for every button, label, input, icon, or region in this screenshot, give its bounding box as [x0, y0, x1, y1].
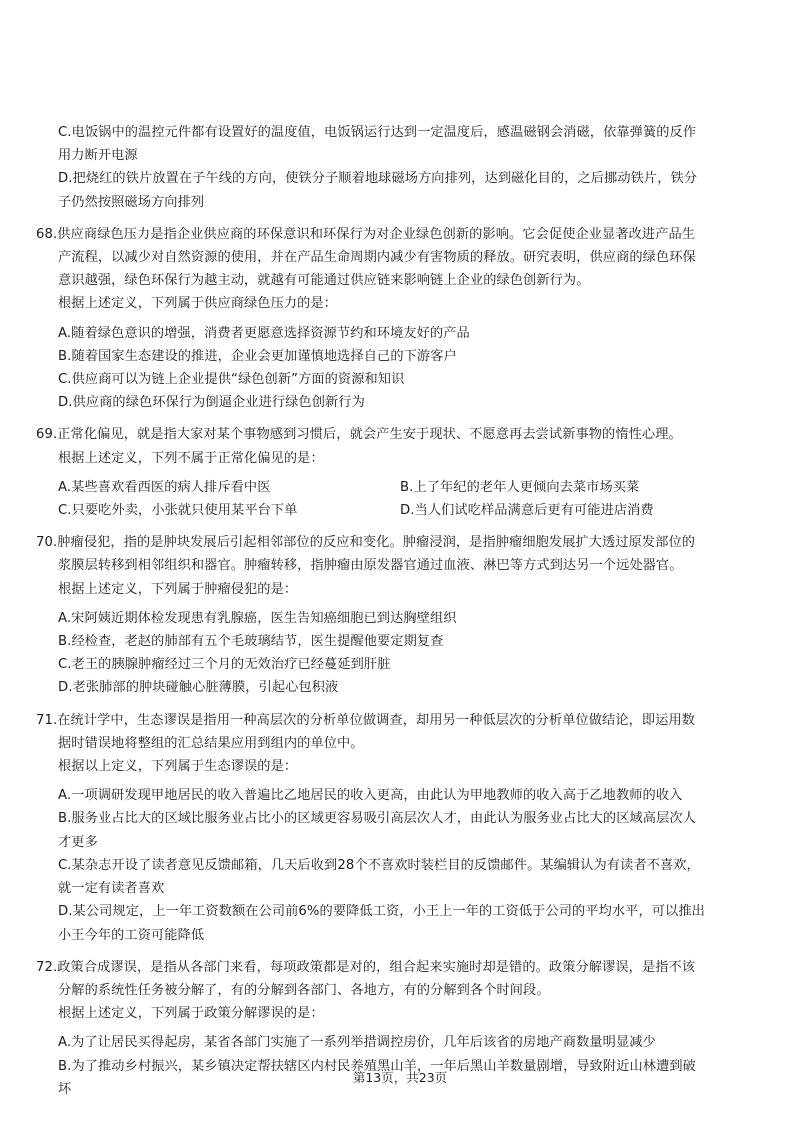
stem-line: 浆膜层转移到相邻组织和器官。肿瘤转移，指肿瘤由原发器官通过血液、淋巴等方式到达另一个远处器官。 [58, 558, 683, 574]
question-stem [36, 223, 756, 316]
option-a: A.宋阿姨近期体检发现患有乳腺癌，医生告知癌细胞已到达胸壁组织 [58, 610, 457, 626]
stem-line: 71.在统计学中，生态谬误是指用一种高层次的分析单位做调查，却用另一种低层次的分析单位做结论，即运用数 [36, 712, 696, 728]
page-content [36, 121, 756, 1101]
question-71 [36, 709, 756, 947]
option-b: B.经检查，老赵的肺部有五个毛玻璃结节，医生提醒他要定期复查 [58, 634, 444, 650]
option-line: 用力断开电源 [58, 148, 138, 164]
option-d-cont: 小王今年的工资可能降低 [58, 927, 205, 943]
option-a: A.为了让居民买得起房，某省各部门实施了一系列举措调控房价，几年后该省的房地产商数量明显减少 [58, 1035, 656, 1051]
stem-line: 根据上述定义，下列不属于正常化偏见的是： [58, 450, 324, 466]
page-number: 第13页，共23页 [352, 1070, 448, 1085]
stem-line: 70.肿瘤侵犯，指的是肿块发展后引起相邻部位的反应和变化。肿瘤浸润，是指肿瘤细胞发展扩大透过原发部位的 [36, 535, 696, 551]
option-d: D.某公司规定，上一年工资数额在公司前6%的要降低工资，小王上一年的工资低于公司的平均水平，可以推出 [58, 904, 705, 920]
stem-line: 根据以上定义，下列属于生态谬误的是： [58, 759, 298, 775]
option-line: 子仍然按照磁场方向排列 [58, 194, 205, 210]
stem-line: 根据上述定义，下列属于肿瘤侵犯的是： [58, 581, 298, 597]
option-c-cont: 就一定有读者喜欢 [58, 881, 165, 897]
option-c: C.老王的胰腺肿瘤经过三个月的无效治疗已经蔓延到肝脏 [58, 657, 391, 673]
option-a: A.一项调研发现甲地居民的收入普遍比乙地居民的收入更高，由此认为甲地教师的收入高于乙地教师的收入 [58, 788, 683, 804]
stem-line: 69.正常化偏见，就是指大家对某个事物感到习惯后，就会产生安于现状、不愿意再去尝试新事物的惰性心理。 [36, 427, 682, 443]
stem-line: 72.政策合成谬误，是指从各部门来看，每项政策都是对的，组合起来实施时却是错的。政策分解谬误，是指不该 [36, 959, 696, 975]
option-b: B.服务业占比大的区域比服务业占比小的区域更容易吸引高层次人才，由此认为服务业占比大的区域高层次人 [58, 811, 696, 827]
option-line: C.电饭锅中的温控元件都有设置好的温度值，电饭锅运行达到一定温度后，感温磁钢会消磁，依靠弹簧的反作 [58, 125, 697, 140]
continuation-options [36, 121, 756, 214]
question-68 [36, 223, 756, 415]
stem-line: 分解的系统性任务被分解了，有的分解到各部门、各地方，有的分解到各个时间段。 [58, 982, 550, 998]
option-a: A.随着绿色意识的增强，消费者更愿意选择资源节约和环境友好的产品 [58, 325, 470, 341]
question-stem [36, 531, 756, 601]
option-d: D.当人们试吃样品满意后更有可能进店消费 [400, 503, 654, 519]
stem-line: 根据上述定义，下列属于供应商绿色压力的是： [58, 296, 338, 312]
question-stem [36, 709, 756, 779]
question-70 [36, 531, 756, 699]
option-d: D.老张肺部的肿块碰触心脏薄膜，引起心包积液 [58, 680, 339, 696]
option-c: C.只要吃外卖，小张就只使用某平台下单 [58, 503, 298, 519]
question-69 [36, 423, 756, 522]
question-stem [36, 956, 756, 1026]
stem-line: 意识越强，绿色环保行为越主动，就越有可能通过供应链来影响链上企业的绿色创新行为。 [58, 273, 590, 289]
option-a: A.某些喜欢看西医的病人排斥看中医 [58, 479, 271, 495]
option-c: C.供应商可以为链上企业提供“绿色创新”方面的资源和知识 [58, 372, 405, 388]
option-d: D.供应商的绿色环保行为倒逼企业进行绿色创新行为 [58, 395, 365, 411]
option-b: B.随着国家生态建设的推进，企业会更加谨慎地选择自己的下游客户 [58, 348, 457, 364]
question-stem [36, 423, 756, 469]
option-b-cont: 才更多 [58, 834, 98, 850]
option-b: B.上了年纪的老年人更倾向去菜市场买菜 [400, 479, 640, 495]
option-line: D.把烧红的铁片放置在子午线的方向，使铁分子顺着地球磁场方向排列，达到磁化目的，之后挪动铁片，铁分 [58, 171, 698, 187]
option-b: B.为了推动乡村振兴，某乡镇决定帮扶辖区内村民养殖黑山羊，一年后黑山羊数量剧增，导致附近山林遭到破 [58, 1058, 696, 1074]
options-grid [36, 476, 756, 522]
stem-line: 根据上述定义，下列属于政策分解谬误的是： [58, 1006, 324, 1022]
stem-line: 据时错误地将整组的汇总结果应用到组内的单位中。 [58, 735, 364, 751]
stem-line: 68.供应商绿色压力是指企业供应商的环保意识和环保行为对企业绿色创新的影响。它会促使企业显著改进产品生 [36, 226, 696, 242]
option-b-cont: 坏 [58, 1081, 72, 1097]
stem-line: 产流程，以减少对自然资源的使用，并在产品生命周期内减少有害物质的释放。研究表明，供应商的绿色环保 [58, 250, 696, 266]
option-c: C.某杂志开设了读者意见反馈邮箱，几天后收到28个不喜欢时装栏目的反馈邮件。某编辑认为有读者不喜欢， [58, 857, 700, 873]
